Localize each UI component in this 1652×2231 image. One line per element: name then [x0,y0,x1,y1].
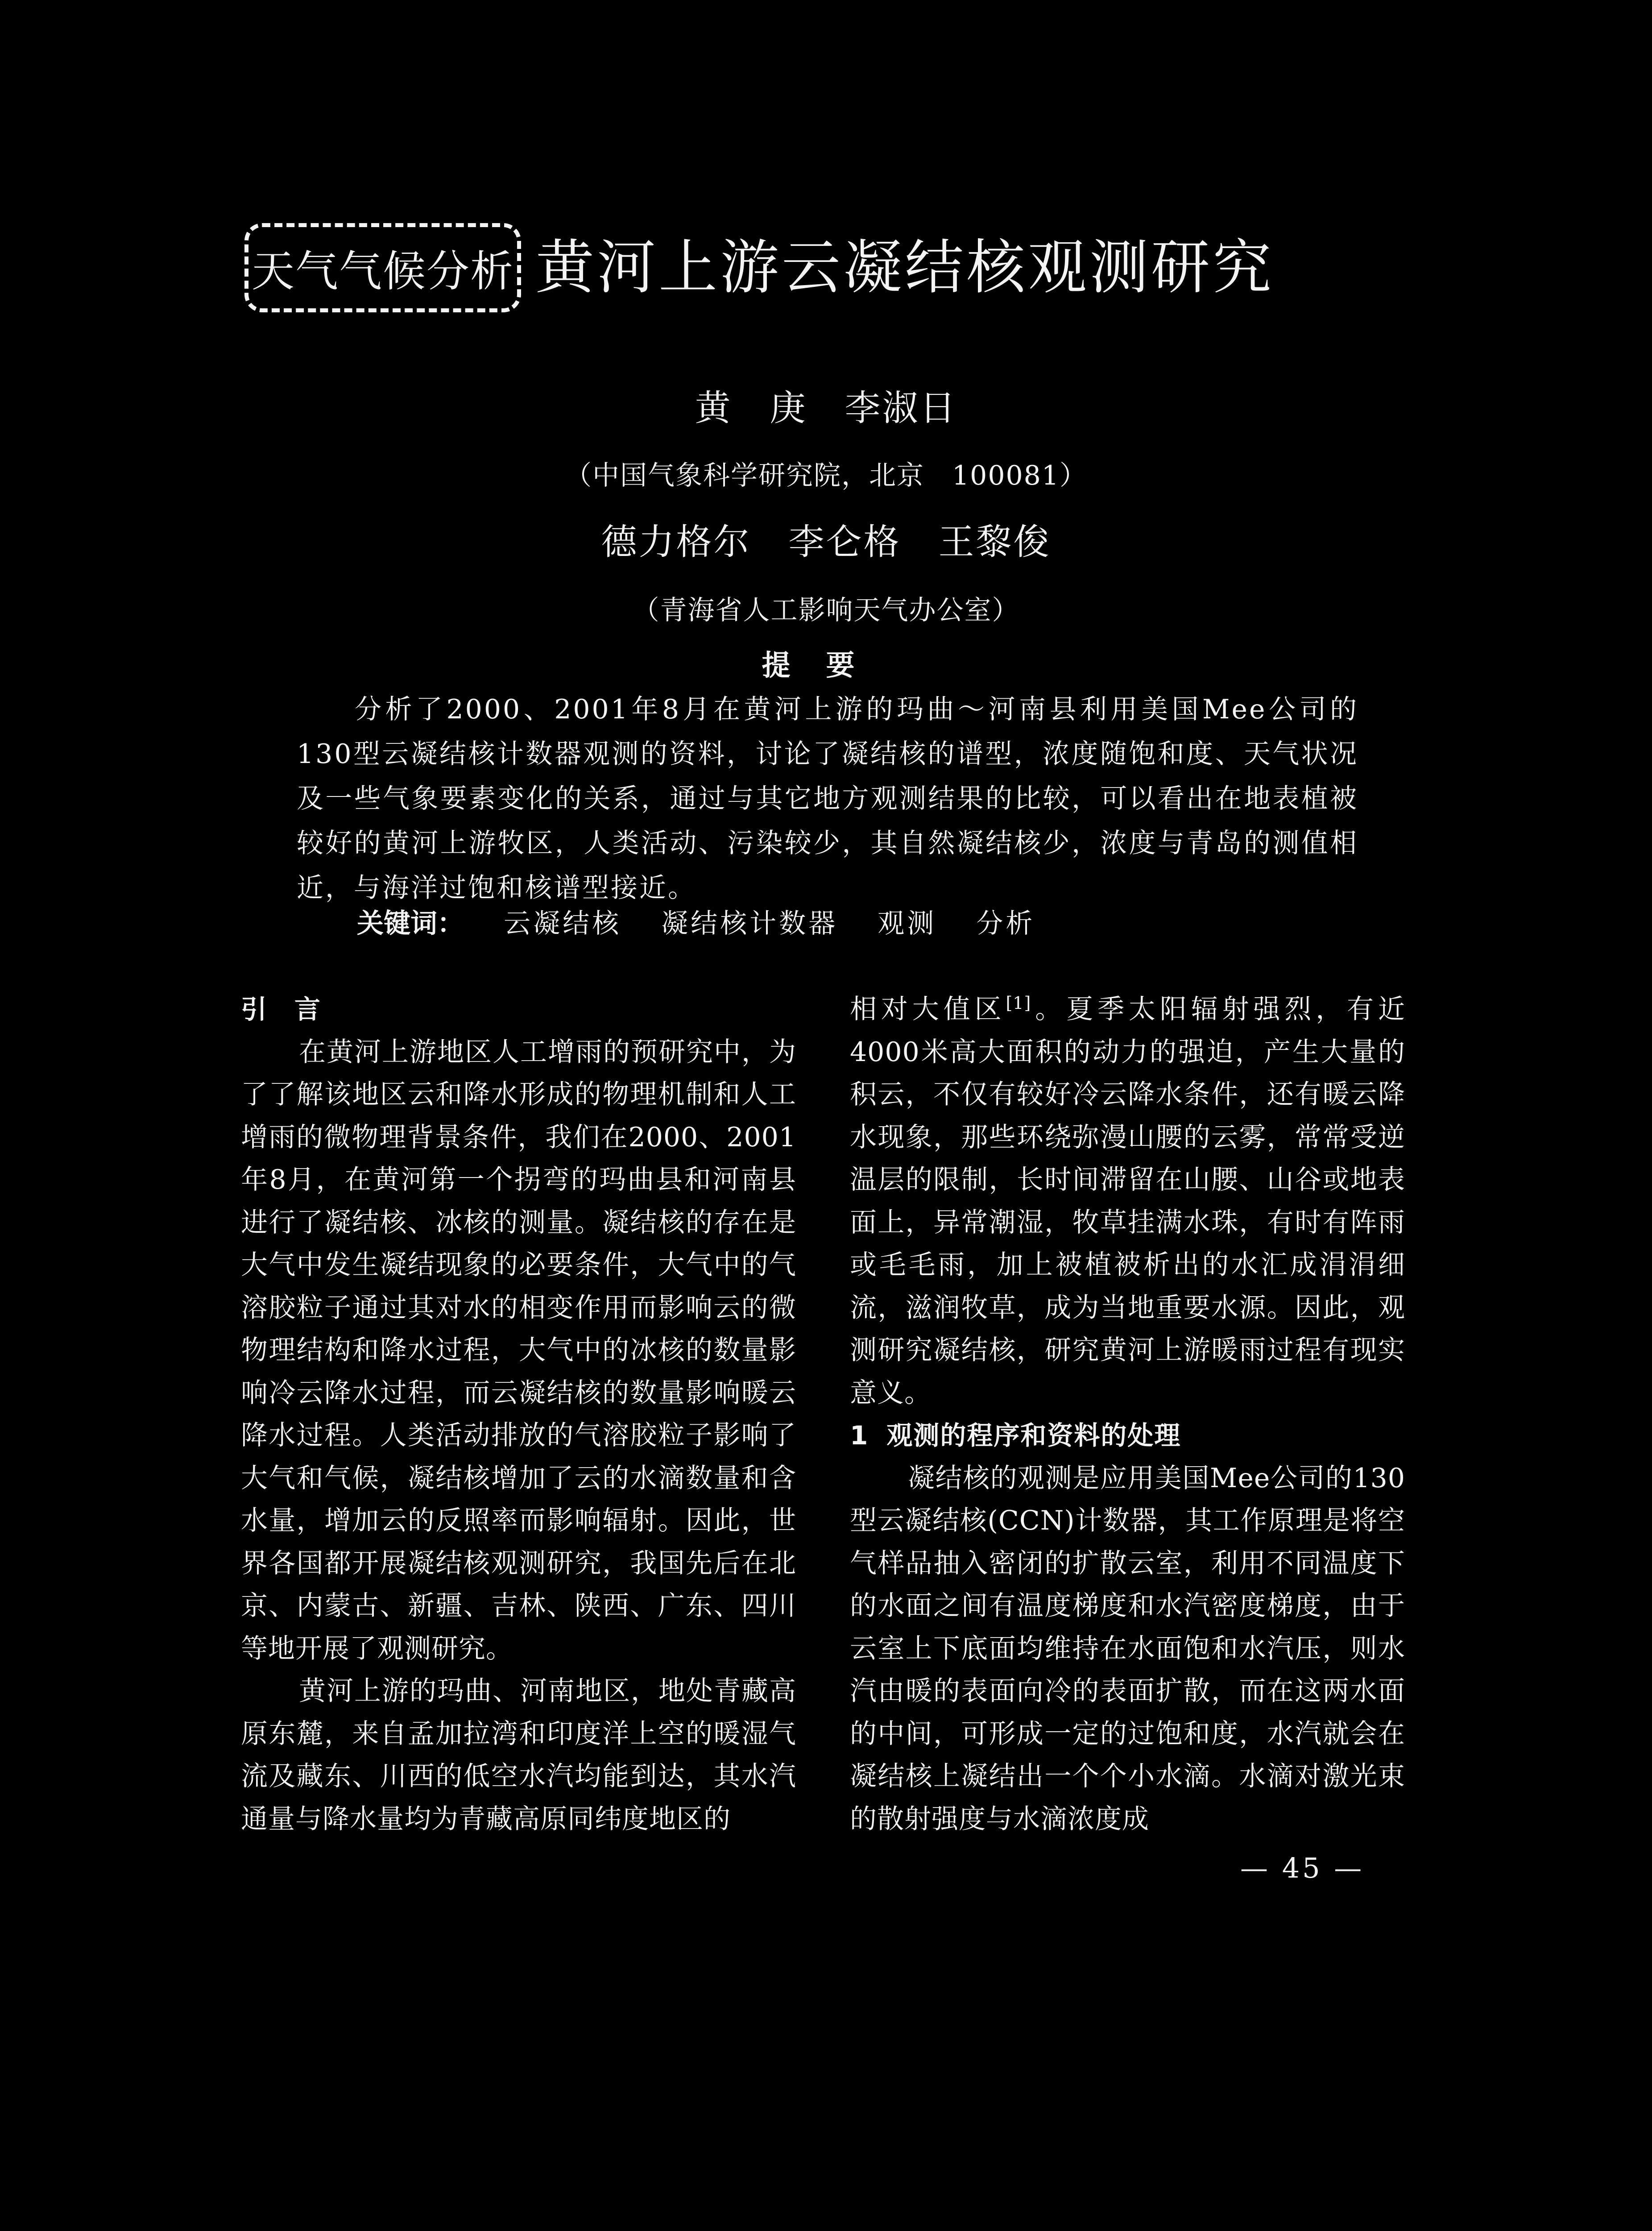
keywords [357,901,1338,946]
section-number: 1 [850,1420,869,1451]
body-column-left [241,988,796,1841]
column-tag [244,223,521,312]
column-tag-text: 天气气候分析 [252,246,514,296]
keyword: 云凝结核 [504,908,622,939]
authors-group-1: 黄 庚 李淑日 [695,387,957,429]
paragraph: 凝结核的观测是应用美国Mee公司的130型云凝结核(CCN)计数器，其工作原理是将空气样品抽入密闭的扩散云室，利用不同温度下的水面之间有温度梯度和水汽密度梯度，由于云室上下底面均维持在水面饱和水汽压，则水汽由暖的表面向冷的表面扩散，而在这两水面的中间，可形成一定的过饱和度，水汽就会在凝结核上凝结出一个个小水滴。水滴对激光束的散射强度与水滴浓度成 [850,1462,1405,1835]
affiliation-1: （中国气象科学研究院，北京 100081） [564,460,1088,491]
page-number: — 45 — [1240,1852,1365,1884]
intro-heading: 引 言 [241,994,322,1024]
paragraph: 在黄河上游地区人工增雨的预研究中，为了了解该地区云和降水形成的物理机制和人工增雨的微物理背景条件，我们在2000、2001年8月，在黄河第一个拐弯的玛曲县和河南县进行了凝结核、冰核的测量。凝结核的存在是大气中发生凝结现象的必要条件，大气中的气溶胶粒子通过其对水的相变作用而影响云的微物理结构和降水过程，大气中的冰核的数量影响冷云降水过程，而云凝结核的数量影响暖云降水过程。人类活动排放的气溶胶粒子影响了大气和气候，凝结核增加了云的水滴数量和含水量，增加云的反照率而影响辐射。因此，世界各国都开展凝结核观测研究，我国先后在北京、内蒙古、新疆、吉林、陕西、广东、四川等地开展了观测研究。 [241,1036,796,1664]
article-title: 黄河上游云凝结核观测研究 [535,233,1274,302]
keyword: 观测 [878,908,937,939]
citation-ref: [1] [1006,993,1031,1013]
authors-group-2: 德力格尔 李仑格 王黎俊 [601,521,1051,563]
keyword: 分析 [976,908,1035,939]
section-heading [850,1414,1405,1457]
keywords-label: 关键词： [357,908,464,939]
abstract-heading: 提要 [762,649,890,682]
paragraph-start: 相对大值区 [850,994,1006,1025]
paragraph-rest: 。夏季太阳辐射强烈，有近4000米高大面积的动力的强迫，产生大量的积云，不仅有较好冷云降水条件，还有暖云降水现象，那些环绕弥漫山腰的云雾，常常受逆温层的限制，长时间滞留在山腰、山谷或地表面上，异常潮湿，牧草挂满水珠，有时有阵雨或毛毛雨，加上被植被析出的水汇成涓涓细流，滋润牧草，成为当地重要水源。因此，观测研究凝结核，研究黄河上游暖雨过程有现实意义。 [850,994,1406,1409]
body-column-right [850,988,1405,1841]
paragraph [850,988,1405,1414]
paragraph: 黄河上游的玛曲、河南地区，地处青藏高原东麓，来自孟加拉湾和印度洋上空的暖湿气流及藏东、川西的低空水汽均能到达，其水汽通量与降水量均为青藏高原同纬度地区的 [241,1675,796,1835]
abstract-text: 分析了2000、2001年8月在黄河上游的玛曲～河南县利用美国Mee公司的130型云凝结核计数器观测的资料，讨论了凝结核的谱型，浓度随饱和度、天气状况及一些气象要素变化的关系，通过与其它地方观测结果的比较，可以看出在地表植被较好的黄河上游牧区，人类活动、污染较少，其自然凝结核少，浓度与青岛的测值相近，与海洋过饱和核谱型接近。 [297,694,1358,904]
affiliation-2: （青海省人工影响天气办公室） [632,595,1020,626]
keyword: 凝结核计数器 [661,908,838,939]
section-title: 观测的程序和资料的处理 [886,1420,1181,1451]
